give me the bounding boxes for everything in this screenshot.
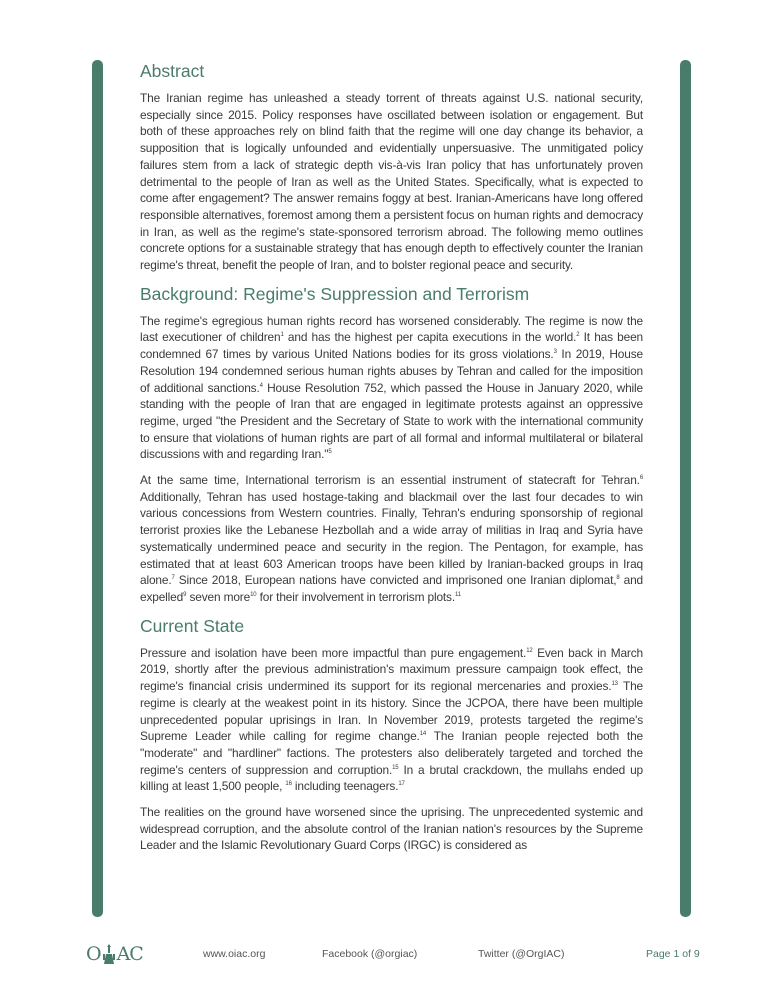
footnote-ref[interactable]: 17: [398, 781, 405, 788]
current-state-heading: Current State: [140, 615, 245, 636]
document-body: [140, 60, 643, 863]
footnote-ref[interactable]: 7: [171, 575, 175, 582]
background-paragraph-2: At the same time, International terrorism is an essential instrument of statecraft for Tehran.$^6$ Additionally, Tehran has used hostage-taking and blackmail over the last four decades to win various concessions from Western countries. Finally, Tehran's enduring sponsorship of regional terrorist proxies like the Lebanese Hezbollah and a wide array of militias in Iraq and Syria have systematically undermined peace and security in the region. The Pentagon, for example, has estimated that at least 603 American troops have been killed by Iranian-backed groups in Iraq alone.$^7$ Since 2018, European nations have convicted and imprisoned one Iranian diplomat,$^8$ and expelled$^9$ seven more$^{10}$ for their involvement in terrorism plots.$^{11}$: [140, 473, 643, 604]
current-state-paragraph-2: The realities on the ground have worsened since the uprising. The unprecedented systemic and widespread corruption, and the absolute control of the Iranian nation's resources by the Supreme Leader and the Islamic Revolutionary Guard Corps (IRGC) is considered as: [140, 805, 643, 853]
footnote-ref[interactable]: 2: [576, 332, 580, 339]
footnote-ref[interactable]: 10: [250, 591, 257, 598]
footnote-ref[interactable]: 4: [259, 382, 263, 389]
footnote-ref[interactable]: 5: [328, 449, 332, 456]
website-link[interactable]: www.oiac.org: [203, 948, 266, 960]
footnote-ref[interactable]: 3: [553, 349, 557, 356]
oiac-logo: [86, 942, 143, 966]
current-state-paragraph-1: Pressure and isolation have been more impactful than pure engagement.$^{12}$ Even back in March 2019, shortly after the previous administration's maximum pressure campaign took effect, the regime's financial crisis undermined its support for its regional mercenaries and proxies.$^{13}$ The regime is clearly at the weakest point in its history. Since the JCPOA, there have been multiple unprecedented popular uprisings in Iran. In November 2019, protests targeted the regime's Supreme Leader while calling for regime change.$^{14}$ The Iranian people rejected both the "moderate" and "hardliner" factions. The protesters also deliberately targeted and torched the regime's centers of suppression and corruption.$^{15}$ In a brutal crackdown, the mullahs ended up killing at least 1,500 people, $^{16}$ including teenagers.$^{17}$: [140, 645, 643, 794]
background-heading: Background: Regime's Suppression and Terrorism: [140, 283, 530, 304]
footnote-ref[interactable]: 16: [285, 781, 292, 788]
twitter-link[interactable]: Twitter (@OrgIAC): [478, 948, 565, 960]
abstract-heading: Abstract: [140, 61, 205, 81]
footnote-ref[interactable]: 8: [616, 575, 620, 582]
footnote-ref[interactable]: 6: [639, 475, 643, 482]
page-footer: [0, 942, 772, 972]
footnote-ref[interactable]: 13: [611, 681, 618, 688]
left-decorative-bar: [92, 60, 103, 917]
right-decorative-bar: [680, 60, 691, 917]
abstract-paragraph: The Iranian regime has unleashed a steady torrent of threats against U.S. national security, especially since 2015. Policy responses have oscillated between isolation or engagement. But both of these approaches rely on blind faith that the regime will one day change its behavior, a supposition that is logically unfounded and evidentially unpersuasive. The unmitigated policy failures stem from a lack of strategic depth vis-à-vis Iran policy that has unfortunately proven detrimental to the people of Iran as well as the United States. Specifically, what is expected to come after engagement? The answer remains foggy at best. Iranian-Americans have long offered responsible alternatives, foremost among them a persistent focus on human rights and democracy in Iran, as well as the regime's state-sponsored terrorism abroad. The following memo outlines concrete options for a sustainable strategy that has enough depth to effectively counter the Iranian regime's threat, benefit the people of Iran, and to bolster regional peace and security.: [140, 91, 643, 273]
footnote-ref[interactable]: 11: [455, 591, 461, 598]
footnote-ref[interactable]: 12: [526, 647, 533, 654]
footnote-ref[interactable]: 1: [280, 332, 284, 339]
logo-letters-ac: AC: [116, 943, 143, 965]
liberty-torch-icon: [101, 943, 117, 965]
logo-letter-o: O: [86, 943, 101, 965]
facebook-link[interactable]: Facebook (@orgiac): [322, 948, 418, 960]
footnote-ref[interactable]: 15: [392, 764, 399, 771]
footnote-ref[interactable]: 14: [419, 731, 427, 738]
footnote-ref[interactable]: 9: [183, 591, 187, 598]
page-number: Page 1 of 9: [646, 948, 700, 960]
background-paragraph-1: The regime's egregious human rights record has worsened considerably. The regime is now the last executioner of children$^1$ and has the highest per capita executions in the world.$^2$ It has been condemned 67 times by various United Nations bodies for its gross violations.$^3$ In 2019, House Resolution 194 condemned serious human rights abuses by Tehran and called for the imposition of additional sanctions.$^4$ House Resolution 752, which passed the House in January 2020, while standing with the people of Iran that are engaged in legitimate protests against an oppressive regime, urged "the President and the Secretary of State to work with the international community to ensure that violations of human rights are part of all formal and informal multilateral or bilateral discussions with and regarding Iran."$^5$: [140, 313, 643, 462]
